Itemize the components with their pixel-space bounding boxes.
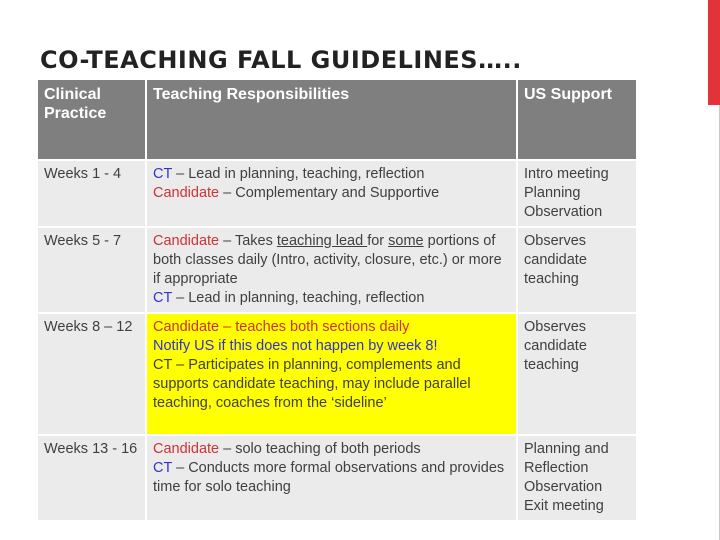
accent-bar [708,0,720,105]
support-line: candidate [524,338,587,354]
responsibilities-cell [146,160,517,227]
support-cell [517,227,637,313]
underlined-text: some [388,233,424,249]
responsibilities-cell [146,227,517,313]
support-line: Observation [524,479,603,495]
responsibilities-cell [146,435,517,521]
candidate-label: Candidate [153,441,220,457]
support-line: Observes [524,319,587,335]
header-us-support: US Support [517,79,637,160]
responsibility-text: for [367,233,389,249]
support-line: Observes [524,233,587,249]
support-line: Planning and [524,441,609,457]
responsibility-text: – Takes [219,233,277,249]
responsibility-line [153,232,510,289]
candidate-label: Candidate [153,233,220,249]
header-clinical-practice: Clinical Practice [37,79,146,160]
support-cell [517,435,637,521]
weeks-cell: Weeks 8 – 12 [37,313,146,435]
responsibility-text: – Participates in planning, complements and supports candidate teaching, may include parallel teaching, coaches from the ‘sideline’ [153,357,471,411]
support-line: Exit meeting [524,498,604,514]
ct-label: CT [153,290,173,306]
table-row [37,435,637,521]
responsibility-text: – Lead in planning, teaching, reflection [172,290,425,306]
support-line: Observation [524,204,603,220]
ct-label: CT [153,166,173,182]
support-line: candidate [524,252,587,268]
header-teaching-responsibilities: Teaching Responsibilities [146,79,517,160]
responsibility-text: portions of both classes daily (Intro, activity, closure, etc.) or more if appropriate [153,233,502,287]
support-cell [517,313,637,435]
candidate-label: Candidate [153,185,220,201]
ct-label: CT [153,460,173,476]
responsibility-line [153,356,510,413]
responsibility-text: – solo teaching of both periods [219,441,421,457]
support-line: teaching [524,271,579,287]
support-line: Planning [524,185,581,201]
responsibility-line [153,165,510,184]
responsibility-line [153,440,510,459]
responsibility-line [153,318,510,337]
table-row [37,227,637,313]
underlined-text: teaching lead [276,233,368,249]
weeks-cell: Weeks 1 - 4 [37,160,146,227]
support-line: teaching [524,357,579,373]
support-cell [517,160,637,227]
responsibility-text: – Lead in planning, teaching, reflection [172,166,425,182]
support-line: Intro meeting [524,166,609,182]
table-header-row [37,79,637,160]
notify-warning: Notify US if this does not happen by week 8! [153,338,438,354]
ct-label: CT [153,357,173,373]
weeks-cell: Weeks 5 - 7 [37,227,146,313]
table-row [37,160,637,227]
slide-title: CO-TEACHING FALL GUIDELINES….. [40,46,522,74]
table-row [37,313,637,435]
responsibility-line [153,459,510,497]
responsibility-text: – Conducts more formal observations and provides time for solo teaching [153,460,505,495]
responsibility-text: – Complementary and Supportive [219,185,440,201]
weeks-cell: Weeks 13 - 16 [37,435,146,521]
responsibility-line [153,289,510,308]
support-line: Reflection [524,460,589,476]
candidate-label: Candidate [153,319,220,335]
responsibility-line [153,184,510,203]
guidelines-table [36,78,638,522]
responsibility-text: – teaches both sections daily [219,319,410,335]
responsibilities-cell-highlighted [146,313,517,435]
